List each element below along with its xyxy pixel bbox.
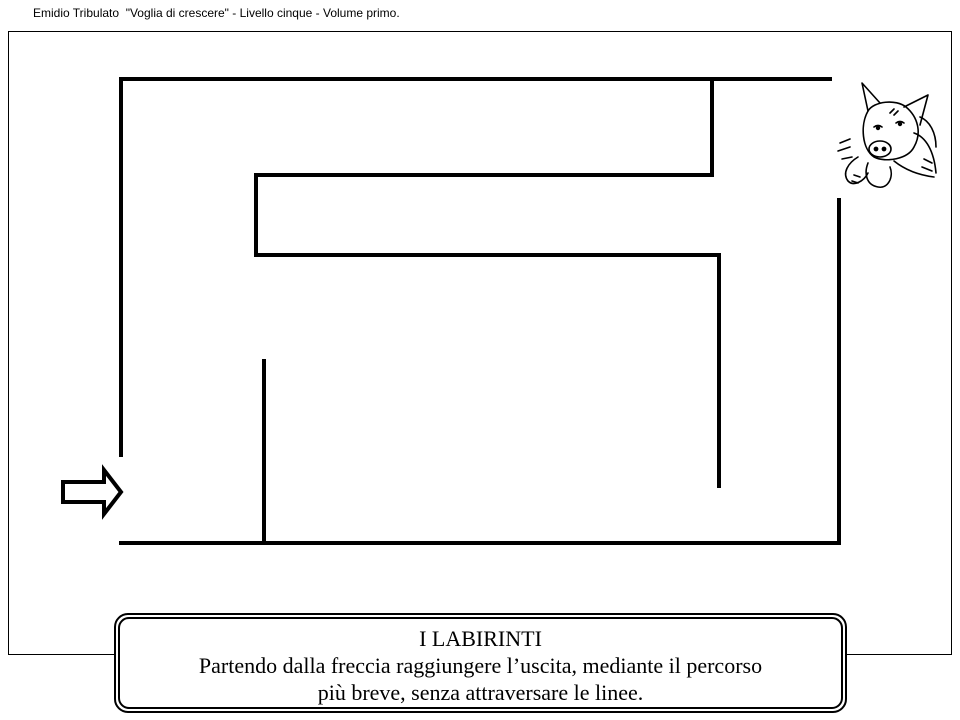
instruction-title: I LABIRINTI [419, 626, 542, 651]
instruction-line-2: più breve, senza attraversare le linee. [317, 680, 644, 705]
instruction-box [114, 613, 847, 713]
instruction-line-1: Partendo dalla freccia raggiungere l’uscita, mediante il percorso [198, 653, 763, 678]
page-header: Emidio Tribulato "Voglia di crescere" - Livello cinque - Volume primo. [33, 6, 400, 20]
arrow-right-icon [63, 470, 121, 514]
pig-icon [834, 77, 938, 195]
instruction-inner [118, 617, 843, 709]
